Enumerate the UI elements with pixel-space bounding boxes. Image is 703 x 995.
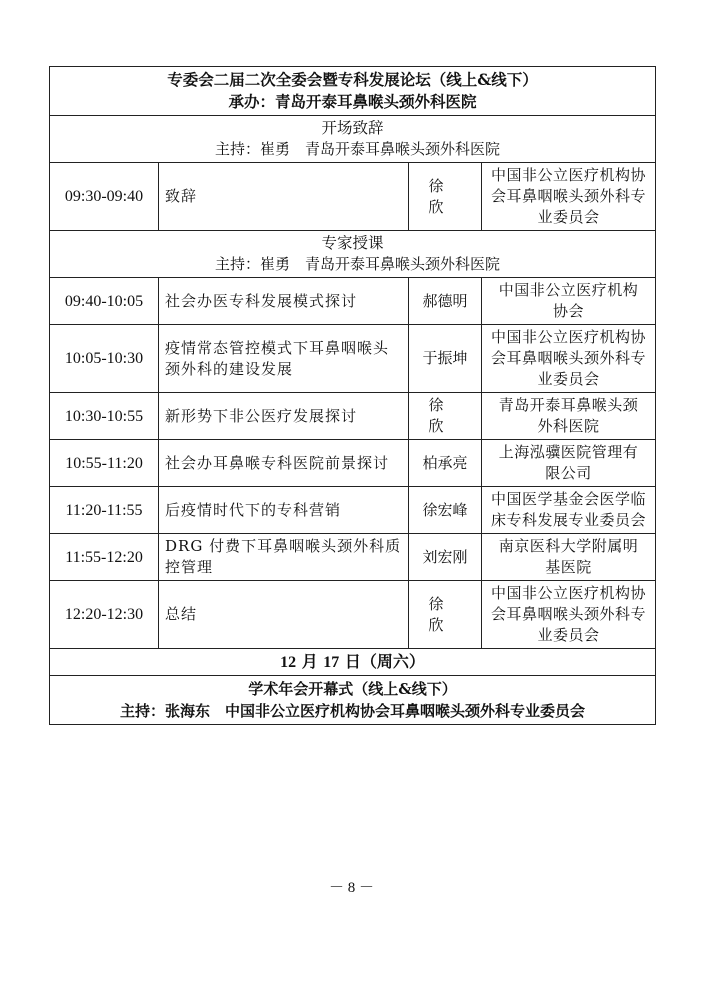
day-weekday: （周六） [360,652,425,671]
opening-host: 主持：张海东 中国非公立医疗机构协会耳鼻咽喉头颈外科专业委员会 [119,702,585,720]
speaker-cell: 徐欣 [409,581,482,649]
topic-cell: 总结 [159,581,409,649]
time-cell: 11:20-11:55 [50,487,159,534]
table-row [50,487,656,534]
topic-cell: 致辞 [159,163,409,231]
org-cell: 中国非公立医疗机构协会耳鼻咽喉头颈外科专业委员会 [482,325,656,393]
speaker-cell: 徐欣 [409,163,482,231]
time-cell: 09:40-10:05 [50,278,159,325]
topic-cell: 后疫情时代下的专科营销 [159,487,409,534]
topic-cell: 疫情常态管控模式下耳鼻咽喉头颈外科的建设发展 [159,325,409,393]
day-day-number: 17 [323,654,340,671]
speaker-cell: 于振坤 [409,325,482,393]
day-heading [50,649,656,676]
table-row [50,440,656,487]
table-row [50,325,656,393]
speaker-cell: 徐宏峰 [409,487,482,534]
table-row [50,581,656,649]
forum-banner [50,67,656,116]
opening-row [50,676,656,725]
section-host: 主持：崔勇 青岛开泰耳鼻喉头颈外科医院 [214,140,500,158]
topic-cell: DRG 付费下耳鼻咽喉头颈外科质控管理 [159,534,409,581]
speaker-cell: 徐欣 [409,393,482,440]
speaker-cell: 郝德明 [409,278,482,325]
forum-banner-row [50,67,656,116]
section-header-row [50,116,656,163]
forum-organizer: 承办：青岛开泰耳鼻喉头颈外科医院 [228,92,477,111]
time-cell: 10:55-11:20 [50,440,159,487]
speaker-cell: 柏承亮 [409,440,482,487]
day-row [50,649,656,676]
section-title: 专家授课 [321,234,384,252]
day-month-number: 12 [280,654,297,671]
schedule-table [49,66,656,725]
section-header [50,116,656,163]
topic-cell: 新形势下非公医疗发展探讨 [159,393,409,440]
day-month-unit: 月 [301,652,318,671]
org-cell: 上海泓骥医院管理有限公司 [482,440,656,487]
opening-ceremony [50,676,656,725]
time-cell: 12:20-12:30 [50,581,159,649]
org-cell: 青岛开泰耳鼻喉头颈外科医院 [482,393,656,440]
section-header-row [50,231,656,278]
time-cell: 09:30-09:40 [50,163,159,231]
topic-cell: 社会办医专科发展模式探讨 [159,278,409,325]
section-title: 开场致辞 [321,119,384,137]
table-row [50,393,656,440]
opening-title: 学术年会开幕式（线上&线下） [248,680,457,698]
section-header [50,231,656,278]
org-cell: 中国非公立医疗机构协会 [482,278,656,325]
topic-cell: 社会办耳鼻喉专科医院前景探讨 [159,440,409,487]
time-cell: 10:30-10:55 [50,393,159,440]
forum-title: 专委会二届二次全委会暨专科发展论坛（线上&线下） [167,70,538,89]
time-cell: 10:05-10:30 [50,325,159,393]
day-day-unit: 日 [344,652,361,671]
org-cell: 中国非公立医疗机构协会耳鼻咽喉头颈外科专业委员会 [482,163,656,231]
org-cell: 中国非公立医疗机构协会耳鼻咽喉头颈外科专业委员会 [482,581,656,649]
time-cell: 11:55-12:20 [50,534,159,581]
org-cell: 南京医科大学附属明基医院 [482,534,656,581]
section-host: 主持：崔勇 青岛开泰耳鼻喉头颈外科医院 [214,255,500,273]
table-row [50,163,656,231]
table-row [50,278,656,325]
page-number: － 8 － [328,880,374,896]
table-row [50,534,656,581]
org-cell: 中国医学基金会医学临床专科发展专业委员会 [482,487,656,534]
speaker-cell: 刘宏刚 [409,534,482,581]
